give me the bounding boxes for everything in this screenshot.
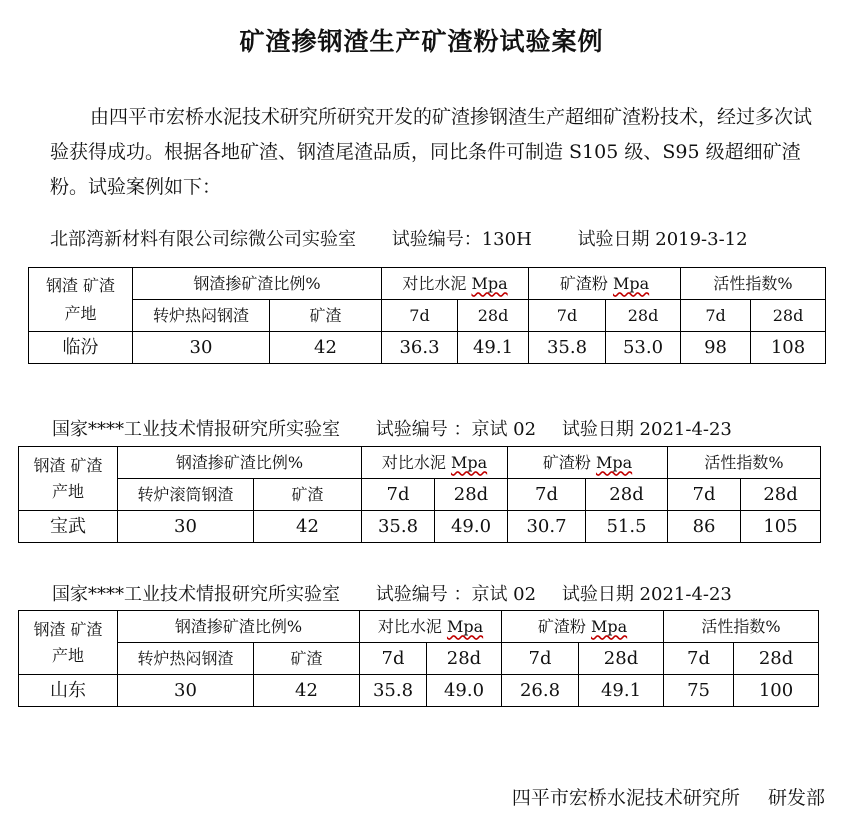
slag-powder-28d-header: 28d	[606, 300, 681, 332]
slag-powder-28d-cell: 53.0	[606, 332, 681, 364]
slag-ratio-cell: 42	[254, 675, 360, 707]
activity-28d-header: 28d	[751, 300, 826, 332]
footer-dept: 研发部	[767, 787, 825, 809]
activity-7d-cell: 86	[668, 511, 741, 543]
activity-header: 活性指数%	[668, 447, 821, 479]
cement-header: 对比水泥 Mpa	[382, 268, 529, 300]
cement-28d-header: 28d	[458, 300, 529, 332]
cement-7d-cell: 35.8	[360, 675, 427, 707]
test-number: 试验编号 ：京试 02	[375, 419, 537, 440]
footer	[512, 783, 825, 810]
origin-cell: 山东	[19, 675, 118, 707]
slag-powder-7d-header: 7d	[508, 479, 586, 511]
slag-powder-7d-cell: 30.7	[508, 511, 586, 543]
table-header-row	[29, 268, 826, 300]
table-row	[29, 332, 826, 364]
slag-powder-28d-header: 28d	[579, 643, 664, 675]
lab-name: 北部湾新材料有限公司综微公司实验室	[50, 229, 356, 250]
slag-powder-28d-cell: 51.5	[586, 511, 668, 543]
slag-powder-header: 矿渣粉 Mpa	[508, 447, 668, 479]
lab-name: 国家****工业技术情报研究所实验室	[52, 584, 340, 605]
cement-7d-header: 7d	[382, 300, 458, 332]
activity-7d-cell: 98	[681, 332, 751, 364]
test-date: 试验日期 2021-4-23	[561, 584, 732, 605]
slag-powder-7d-cell: 26.8	[502, 675, 579, 707]
activity-header: 活性指数%	[681, 268, 826, 300]
origin-cell: 宝武	[19, 511, 118, 543]
cement-header: 对比水泥 Mpa	[360, 611, 502, 643]
cement-28d-cell: 49.0	[435, 511, 508, 543]
slag-powder-7d-header: 7d	[502, 643, 579, 675]
activity-28d-cell: 100	[734, 675, 819, 707]
test-date: 试验日期 2019-3-12	[577, 229, 748, 250]
table-subheader-row	[29, 300, 826, 332]
activity-28d-cell: 105	[741, 511, 821, 543]
cement-7d-cell: 36.3	[382, 332, 458, 364]
ratio-header: 钢渣掺矿渣比例%	[118, 447, 362, 479]
case-2-table	[18, 446, 821, 543]
steel-ratio-cell: 30	[118, 511, 254, 543]
cement-header: 对比水泥 Mpa	[362, 447, 508, 479]
slag-ratio-cell: 42	[254, 511, 362, 543]
steel-type-header: 转炉热闷钢渣	[118, 643, 254, 675]
table-subheader-row	[19, 479, 821, 511]
slag-ratio-cell: 42	[270, 332, 382, 364]
steel-type-header: 转炉滚筒钢渣	[118, 479, 254, 511]
steel-ratio-cell: 30	[133, 332, 270, 364]
footer-org: 四平市宏桥水泥技术研究所	[511, 787, 740, 809]
case-3-meta	[52, 580, 732, 606]
page-title: 矿渣掺钢渣生产矿渣粉试验案例	[239, 27, 604, 56]
intro-paragraph: 由四平市宏桥水泥技术研究所研究开发的矿渣掺钢渣生产超细矿渣粉技术，经过多次试验获得成功。根据各地矿渣、钢渣尾渣品质，同比条件可制造 S105 级、S95 级超细矿渣粉。试验案例如下：	[50, 106, 813, 198]
ratio-header: 钢渣掺矿渣比例%	[118, 611, 360, 643]
case-2-meta	[52, 415, 732, 441]
cement-28d-cell: 49.1	[458, 332, 529, 364]
activity-header: 活性指数%	[664, 611, 819, 643]
slag-powder-7d-cell: 35.8	[529, 332, 606, 364]
lab-name: 国家****工业技术情报研究所实验室	[52, 419, 340, 440]
slag-header: 矿渣	[254, 479, 362, 511]
case-1-meta	[50, 225, 748, 251]
activity-7d-header: 7d	[668, 479, 741, 511]
steel-ratio-cell: 30	[118, 675, 254, 707]
origin-header: 钢渣 矿渣 产地	[19, 447, 118, 511]
slag-powder-28d-cell: 49.1	[579, 675, 664, 707]
activity-28d-header: 28d	[734, 643, 819, 675]
slag-powder-7d-header: 7d	[529, 300, 606, 332]
activity-7d-header: 7d	[664, 643, 734, 675]
table-subheader-row	[19, 643, 819, 675]
test-date: 试验日期 2021-4-23	[561, 419, 732, 440]
table-header-row	[19, 447, 821, 479]
origin-header: 钢渣 矿渣 产地	[29, 268, 133, 332]
table-header-row	[19, 611, 819, 643]
cement-7d-cell: 35.8	[362, 511, 435, 543]
table-row	[19, 675, 819, 707]
test-number: 试验编号 ：京试 02	[375, 584, 537, 605]
activity-28d-header: 28d	[741, 479, 821, 511]
case-3-table	[18, 610, 819, 707]
test-number: 试验编号：130H	[391, 229, 532, 250]
slag-header: 矿渣	[270, 300, 382, 332]
cement-28d-header: 28d	[427, 643, 502, 675]
ratio-header: 钢渣掺矿渣比例%	[133, 268, 382, 300]
origin-cell: 临汾	[29, 332, 133, 364]
origin-header: 钢渣 矿渣 产地	[19, 611, 118, 675]
slag-powder-header: 矿渣粉 Mpa	[529, 268, 681, 300]
activity-7d-cell: 75	[664, 675, 734, 707]
steel-type-header: 转炉热闷钢渣	[133, 300, 270, 332]
cement-7d-header: 7d	[360, 643, 427, 675]
cement-7d-header: 7d	[362, 479, 435, 511]
slag-header: 矿渣	[254, 643, 360, 675]
slag-powder-header: 矿渣粉 Mpa	[502, 611, 664, 643]
table-row	[19, 511, 821, 543]
activity-28d-cell: 108	[751, 332, 826, 364]
case-1-table	[28, 267, 826, 364]
cement-28d-header: 28d	[435, 479, 508, 511]
slag-powder-28d-header: 28d	[586, 479, 668, 511]
activity-7d-header: 7d	[681, 300, 751, 332]
cement-28d-cell: 49.0	[427, 675, 502, 707]
